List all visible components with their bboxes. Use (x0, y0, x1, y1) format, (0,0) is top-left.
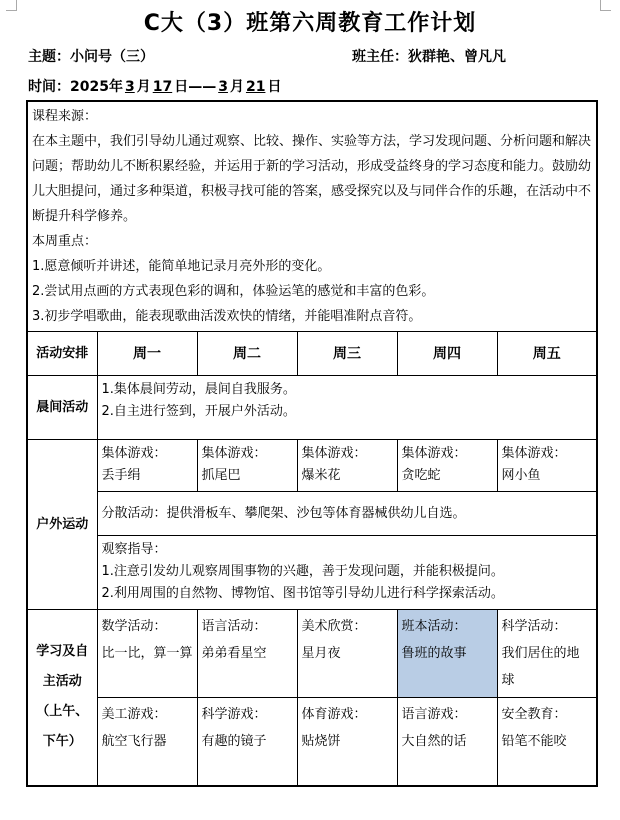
learning-label-line-2: 主活动 (42, 674, 82, 690)
activity-type: 语言活动： (201, 619, 267, 634)
outdoor-label: 户外运动 (27, 440, 97, 610)
activity-name: 大自然的话 (401, 734, 467, 749)
morning-line-2: 2.自主进行签到，开展户外活动。 (101, 404, 296, 419)
scattered-activity: 分散活动：提供滑板车、攀爬架、沙包等体育器械供幼儿自选。 (97, 492, 597, 536)
time-month-unit: 月 (136, 79, 151, 95)
source-heading: 课程来源： (32, 109, 98, 124)
activity-type: 美工游戏： (101, 707, 167, 722)
game-name: 爆米花 (301, 468, 341, 483)
time-line (28, 76, 281, 96)
learning-fri-1 (497, 610, 597, 698)
game-name: 抓尾巴 (201, 468, 241, 483)
time-month-end: 3 (218, 79, 228, 95)
teacher-line (352, 46, 506, 66)
outdoor-game-wed (297, 440, 397, 492)
morning-label: 晨间活动 (27, 376, 97, 440)
observe-item-1: 1.注意引发幼儿观察周围事物的兴趣，善于发现问题，并能积极提问。 (101, 564, 504, 579)
theme-value: 小问号（三） (70, 49, 154, 65)
activity-name: 比一比，算一算 (101, 646, 193, 661)
activity-name: 我们居住的地球 (501, 646, 580, 688)
time-label: 时间： (28, 79, 70, 95)
time-day-unit-2: 日 (267, 79, 282, 95)
activity-name: 星月夜 (301, 646, 341, 661)
focus-item-1: 1.愿意倾听并讲述，能简单地记录月亮外形的变化。 (32, 259, 331, 274)
learning-label-line-3: （上午、 (36, 704, 89, 720)
game-name: 丢手绢 (101, 468, 141, 483)
observe-heading: 观察指导： (101, 542, 167, 557)
time-month-start: 3 (124, 79, 135, 95)
learning-mon-1 (97, 610, 197, 698)
day-thu: 周四 (397, 332, 497, 376)
learning-tue-2 (197, 698, 297, 786)
intro-cell (27, 101, 597, 332)
activity-name: 贴烧饼 (301, 734, 341, 749)
morning-line-1: 1.集体晨间劳动，晨间自我服务。 (101, 382, 296, 397)
schedule-label: 活动安排 (27, 332, 97, 376)
activity-type: 美术欣赏： (301, 619, 367, 634)
focus-item-3: 3.初步学唱歌曲，能表现歌曲活泼欢快的情绪，并能唱准附点音符。 (32, 309, 422, 324)
game-type: 集体游戏： (101, 446, 167, 461)
day-tue: 周二 (197, 332, 297, 376)
learning-row-2 (27, 698, 597, 786)
day-header-row (27, 332, 597, 376)
activity-type: 科学游戏： (201, 707, 267, 722)
time-day-end: 21 (245, 79, 266, 95)
page-title: C大（3）班第六周教育工作计划 (143, 11, 477, 36)
time-day-start: 17 (152, 79, 173, 95)
learning-wed-2 (297, 698, 397, 786)
game-type: 集体游戏： (501, 446, 567, 461)
outdoor-observe-row (27, 536, 597, 610)
game-type: 集体游戏： (301, 446, 367, 461)
learning-label-line-1: 学习及自 (36, 644, 89, 660)
activity-name: 铅笔不能咬 (501, 734, 567, 749)
teacher-label: 班主任： (352, 49, 408, 65)
game-name: 贪吃蛇 (401, 468, 441, 483)
game-type: 集体游戏： (401, 446, 467, 461)
game-type: 集体游戏： (201, 446, 267, 461)
learning-thu-1 (397, 610, 497, 698)
game-name: 网小鱼 (501, 468, 541, 483)
activity-type: 科学活动： (501, 619, 567, 634)
activity-type: 体育游戏： (301, 707, 367, 722)
learning-label (27, 610, 97, 786)
time-month-unit-2: 月 (229, 79, 244, 95)
focus-heading: 本周重点： (32, 234, 98, 249)
activity-name: 弟弟看星空 (201, 646, 267, 661)
morning-row (27, 376, 597, 440)
outdoor-game-mon (97, 440, 197, 492)
learning-row-1 (27, 610, 597, 698)
outdoor-game-fri (497, 440, 597, 492)
intro-row (27, 101, 597, 332)
day-wed: 周三 (297, 332, 397, 376)
source-text: 在本主题中，我们引导幼儿通过观察、比较、操作、实验等方法，学习发现问题、分析问题和解决问题；帮助幼儿不断积累经验，并运用于新的学习活动，形成受益终身的学习态度和能力。鼓励幼儿大胆提问，通过多种渠道，积极寻找可能的答案，感受探究以及与同伴合作的乐趣，在活动中不断提升科学修养。 (32, 134, 592, 224)
activity-type: 班本活动： (401, 619, 467, 634)
activity-type: 语言游戏： (401, 707, 467, 722)
time-day-unit: 日—— (174, 79, 217, 95)
outdoor-game-tue (197, 440, 297, 492)
activity-type: 安全教育： (501, 707, 567, 722)
learning-label-line-4: 下午） (42, 734, 82, 750)
activity-name: 鲁班的故事 (401, 646, 467, 661)
activity-type: 数学活动： (101, 619, 167, 634)
outdoor-scattered-row (27, 492, 597, 536)
observe-item-2: 2.利用周围的自然物、博物馆、图书馆等引导幼儿进行科学探索活动。 (101, 586, 504, 601)
theme-line (28, 46, 154, 66)
learning-thu-2 (397, 698, 497, 786)
theme-label: 主题： (28, 49, 70, 65)
observe-guidance (97, 536, 597, 610)
time-year: 2025年 (70, 79, 123, 95)
activity-name: 航空飞行器 (101, 734, 167, 749)
day-mon: 周一 (97, 332, 197, 376)
weekly-plan-table (26, 100, 598, 787)
outdoor-games-row (27, 440, 597, 492)
teacher-value: 狄群艳、曾凡凡 (408, 49, 506, 65)
day-fri: 周五 (497, 332, 597, 376)
learning-wed-1 (297, 610, 397, 698)
learning-fri-2 (497, 698, 597, 786)
morning-content (97, 376, 597, 440)
learning-tue-1 (197, 610, 297, 698)
learning-mon-2 (97, 698, 197, 786)
outdoor-game-thu (397, 440, 497, 492)
focus-item-2: 2.尝试用点画的方式表现色彩的调和，体验运笔的感觉和丰富的色彩。 (32, 284, 435, 299)
activity-name: 有趣的镜子 (201, 734, 267, 749)
